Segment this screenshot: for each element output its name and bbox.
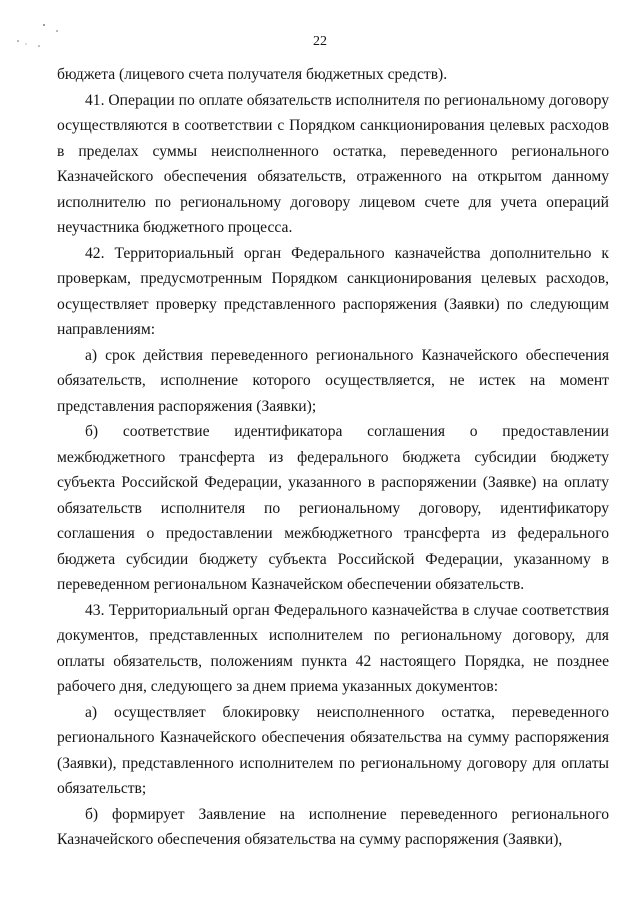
paragraph-clause-42-a: а) срок действия переведенного регионального Казначейского обеспечения обязательств, исполнение которого осуществляется, не истек на момент представления распоряжения (Заявки); [57,346,609,415]
paragraph-clause-42-b: б) соответствие идентификатора соглашения о предоставлении межбюджетного трансферта из федерального бюджета субсидии бюджету субъекта Российской Федерации, указанного в распоряжении (Заявке) на оплату обязательств исполнителя по региональному договору, идентификатору соглашения о предоставлении межбюджетного трансферта из федерального бюджета субсидии бюджету субъекта Российской Федерации, указанному в переведенном региональном Казначейском обеспечении обязательств. [57,423,609,593]
paragraph-clause-43-a: а) осуществляет блокировку неисполненного остатка, переведенного регионального Казначейского обеспечения обязательства на сумму распоряжения (Заявки), представленного исполнителем по региональному договору для оплаты обязательств; [57,703,609,797]
document-body [57,62,609,853]
paragraph-clause-43: 43. Территориальный орган Федерального казначейства в случае соответствия документов, представленных исполнителем по региональному договору, для оплаты обязательств, положениям пункта 42 настоящего Порядка, не позднее рабочего дня, следующего за днем приема указанных документов: [57,601,609,695]
page-number: 22 [313,34,327,49]
paragraph-clause-41: 41. Операции по оплате обязательств исполнителя по региональному договору осуществляются в соответствии с Порядком санкционирования целевых расходов в пределах суммы неисполненного остатка, переведенного регионального Казначейского обеспечения обязательств, отраженного на открытом данному исполнителю по региональному договору лицевом счете для учета операций неучастника бюджетного процесса. [57,91,609,236]
paragraph-continuation: бюджета (лицевого счета получателя бюджетных средств). [57,66,448,83]
paragraph-clause-42: 42. Территориальный орган Федерального казначейства дополнительно к проверкам, предусмотренным Порядком санкционирования целевых расходов, осуществляет проверку представленного распоряжения (Заявки) по следующим направлениям: [57,244,609,338]
paragraph-clause-43-b: б) формирует Заявление на исполнение переведенного регионального Казначейского обеспечения обязательства на сумму распоряжения (Заявки), [57,805,609,848]
